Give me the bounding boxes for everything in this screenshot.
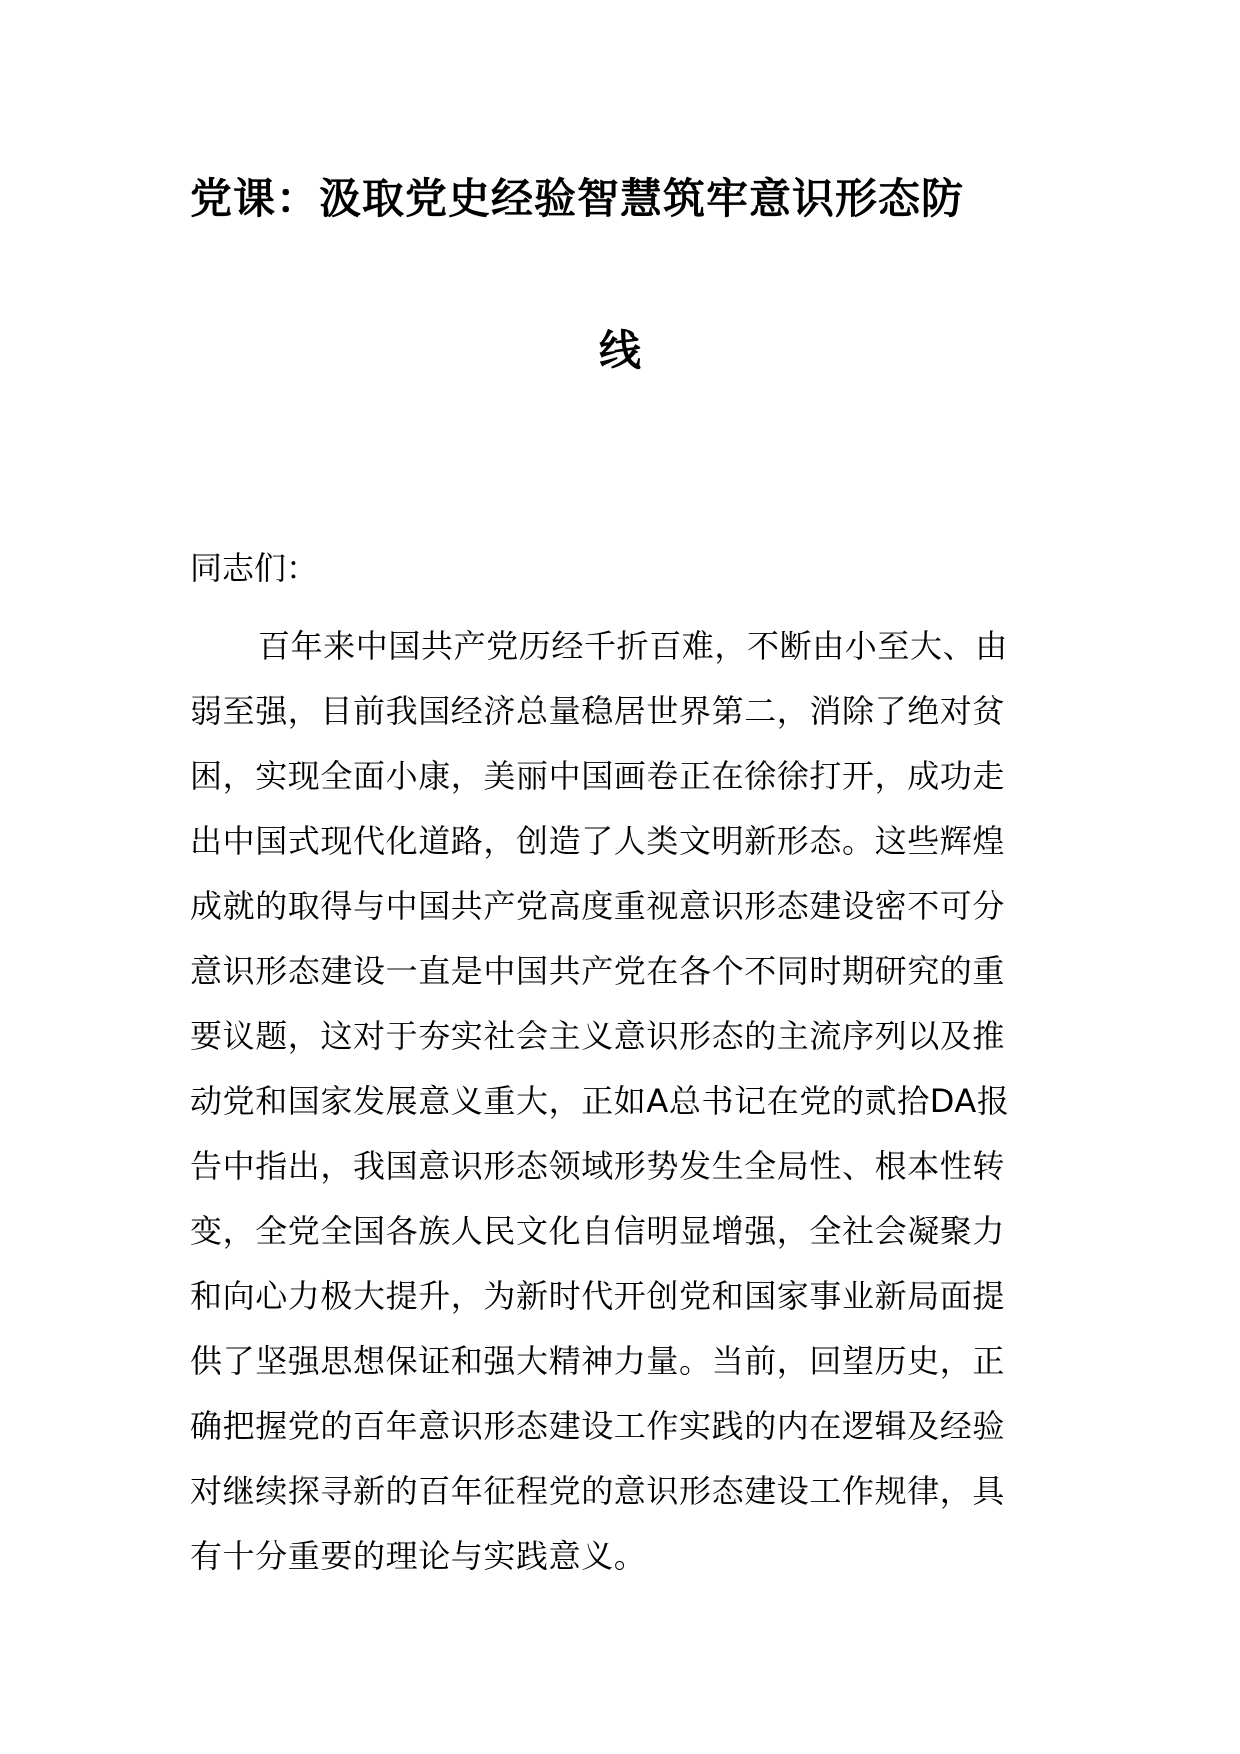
body-line: 意识形态建设一直是中国共产党在各个不同时期研究的重 (190, 952, 1006, 990)
body-line: 确把握党的百年意识形态建设工作实践的内在逻辑及经验 (190, 1407, 1006, 1445)
body-line: 供了坚强思想保证和强大精神力量。当前，回望历史，正 (190, 1342, 1006, 1380)
body-line: 出中国式现代化道路，创造了人类文明新形态。这些辉煌 (190, 822, 1006, 860)
body-line: 要议题，这对于夯实社会主义意识形态的主流序列以及推 (190, 1017, 1006, 1055)
document-title-line-2: 线 (598, 326, 641, 375)
body-line: 变，全党全国各族人民文化自信明显增强，全社会凝聚力 (190, 1212, 1006, 1250)
body-line: 对继续探寻新的百年征程党的意识形态建设工作规律，具 (190, 1472, 1006, 1510)
body-line: 弱至强，目前我国经济总量稳居世界第二，消除了绝对贫 (190, 692, 1006, 730)
body-line: 和向心力极大提升，为新时代开创党和国家事业新局面提 (190, 1277, 1006, 1315)
body-line: 百年来中国共产党历经千折百难，不断由小至大、由 (258, 627, 1008, 665)
body-line: 告中指出，我国意识形态领域形势发生全局性、根本性转 (190, 1147, 1006, 1185)
body-line: 有十分重要的理论与实践意义。 (190, 1537, 647, 1575)
body-line: 困，实现全面小康，美丽中国画卷正在徐徐打开，成功走 (190, 757, 1006, 795)
document-title-line-1: 党课：汲取党史经验智慧筑牢意识形态防 (190, 174, 965, 223)
salutation: 同志们： (190, 549, 319, 587)
body-line: 成就的取得与中国共产党高度重视意识形态建设密不可分 (190, 887, 1006, 925)
body-paragraph (190, 614, 1050, 1589)
body-line: 动党和国家发展意义重大，正如A总书记在党的贰拾DA报 (190, 1082, 1010, 1120)
